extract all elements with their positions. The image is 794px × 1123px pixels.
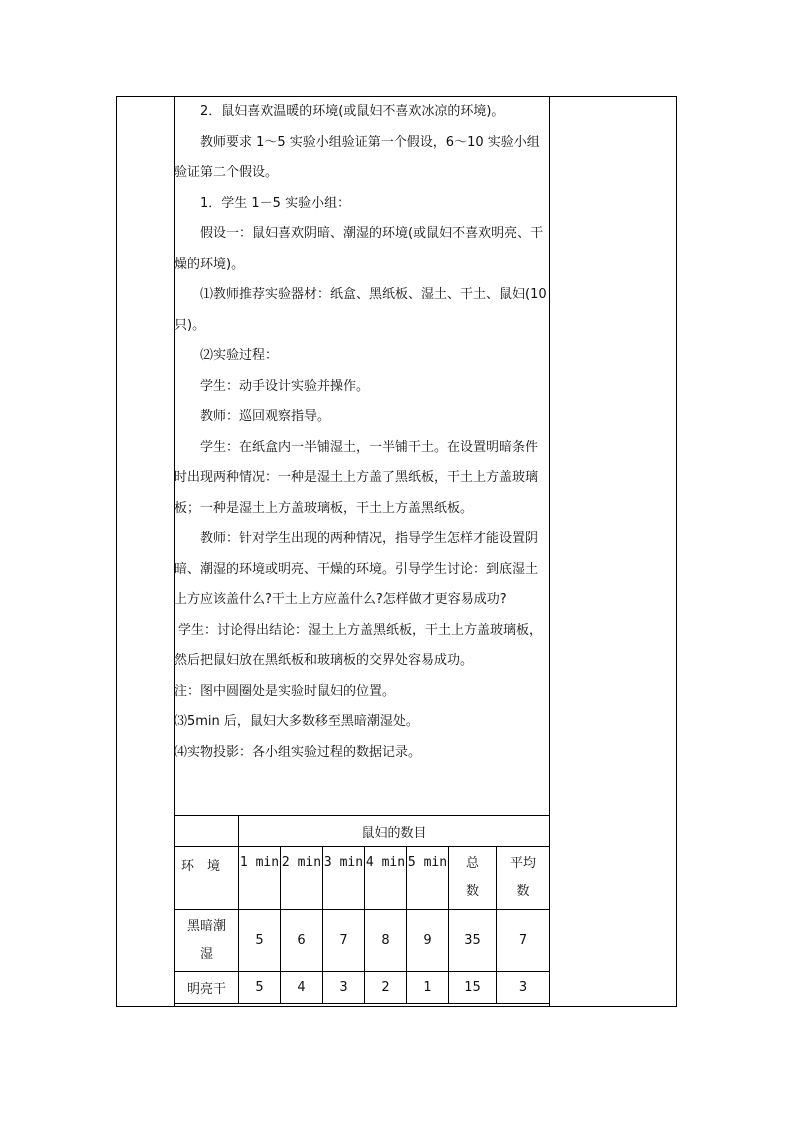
env-label-line2: 湿 [199, 946, 213, 962]
teacher-guidance: 教师：针对学生出现的两种情况，指导学生怎样才能设置阴暗、潮湿的环境或明亮、干燥的环境。引导学生讨论：到底湿土上方应该盖什么?干土上方应盖什么?怎样做才更容易成功? [174, 531, 539, 607]
average-header-line1: 平均 [510, 856, 537, 871]
env-header: 环 境 [175, 847, 239, 910]
hypothesis-one: 假设一：鼠妇喜欢阴暗、潮湿的环境(或鼠妇不喜欢明亮、干燥的环境)。 [174, 226, 544, 272]
average-header [497, 847, 550, 910]
student-action: 学生：动手设计实验并操作。 [200, 378, 370, 394]
total-header-line1: 总 [465, 856, 479, 871]
result-five-min: ⑶5min 后，鼠妇大多数移至黑暗潮湿处。 [174, 714, 419, 729]
table-row [175, 972, 550, 1004]
group-heading: 1．学生 1－5 实验小组： [200, 195, 351, 211]
count-cell: 6 [281, 910, 323, 972]
minute-header: 3 min [323, 847, 365, 910]
total-cell: 15 [449, 972, 497, 1004]
student-setup: 学生：在纸盒内一半铺湿土，一半铺干土。在设置明暗条件时出现两种情况：一种是湿土上方盖了黑纸板，干土上方盖玻璃板；一种是湿土上方盖玻璃板，干土上方盖黑纸板。 [174, 439, 539, 516]
woodlouse-count-table [174, 815, 550, 1004]
group-header: 鼠妇的数目 [239, 816, 550, 847]
minute-header: 2 min [281, 847, 323, 910]
minute-header: 5 min [407, 847, 449, 910]
corner-cell [175, 816, 239, 847]
env-label-line1: 黑暗潮 [186, 918, 226, 934]
minute-header: 1 min [239, 847, 281, 910]
process-heading: ⑵实验过程： [200, 348, 279, 363]
count-cell: 4 [281, 972, 323, 1004]
minute-header: 4 min [365, 847, 407, 910]
average-header-line2: 数 [516, 884, 530, 899]
count-cell: 7 [323, 910, 365, 972]
env-label [175, 910, 239, 972]
recommended-equipment: ⑴教师推荐实验器材：纸盒、黑纸板、湿土、干土、鼠妇(10 只)。 [174, 287, 547, 333]
count-cell: 9 [407, 910, 449, 972]
total-header [449, 847, 497, 910]
teacher-action: 教师：巡回观察指导。 [200, 409, 331, 424]
hypothesis-two: 2．鼠妇喜欢温暖的环境(或鼠妇不喜欢冰凉的环境)。 [200, 104, 505, 119]
count-cell: 1 [407, 972, 449, 1004]
teacher-requirement: 教师要求 1～5 实验小组验证第一个假设，6～10 实验小组验证第二个假设。 [174, 134, 540, 180]
count-cell: 2 [365, 972, 407, 1004]
env-label: 明亮干 [175, 972, 239, 1004]
projection-note: ⑷实物投影：各小组实验过程的数据记录。 [174, 744, 422, 760]
student-conclusion: 学生：讨论得出结论：湿土上方盖黑纸板，干土上方盖玻璃板，然后把鼠妇放在黑纸板和玻璃板的交界处容易成功。 [174, 622, 543, 668]
total-header-line2: 数 [465, 884, 479, 899]
lesson-table-frame [116, 96, 677, 1007]
figure-note: 注：图中圆圈处是实验时鼠妇的位置。 [174, 683, 396, 699]
count-cell: 8 [365, 910, 407, 972]
count-cell: 5 [239, 910, 281, 972]
count-cell: 3 [323, 972, 365, 1004]
lesson-content [174, 97, 549, 768]
table-row [175, 910, 550, 972]
average-cell: 3 [497, 972, 550, 1004]
total-cell: 35 [449, 910, 497, 972]
count-cell: 5 [239, 972, 281, 1004]
average-cell: 7 [497, 910, 550, 972]
